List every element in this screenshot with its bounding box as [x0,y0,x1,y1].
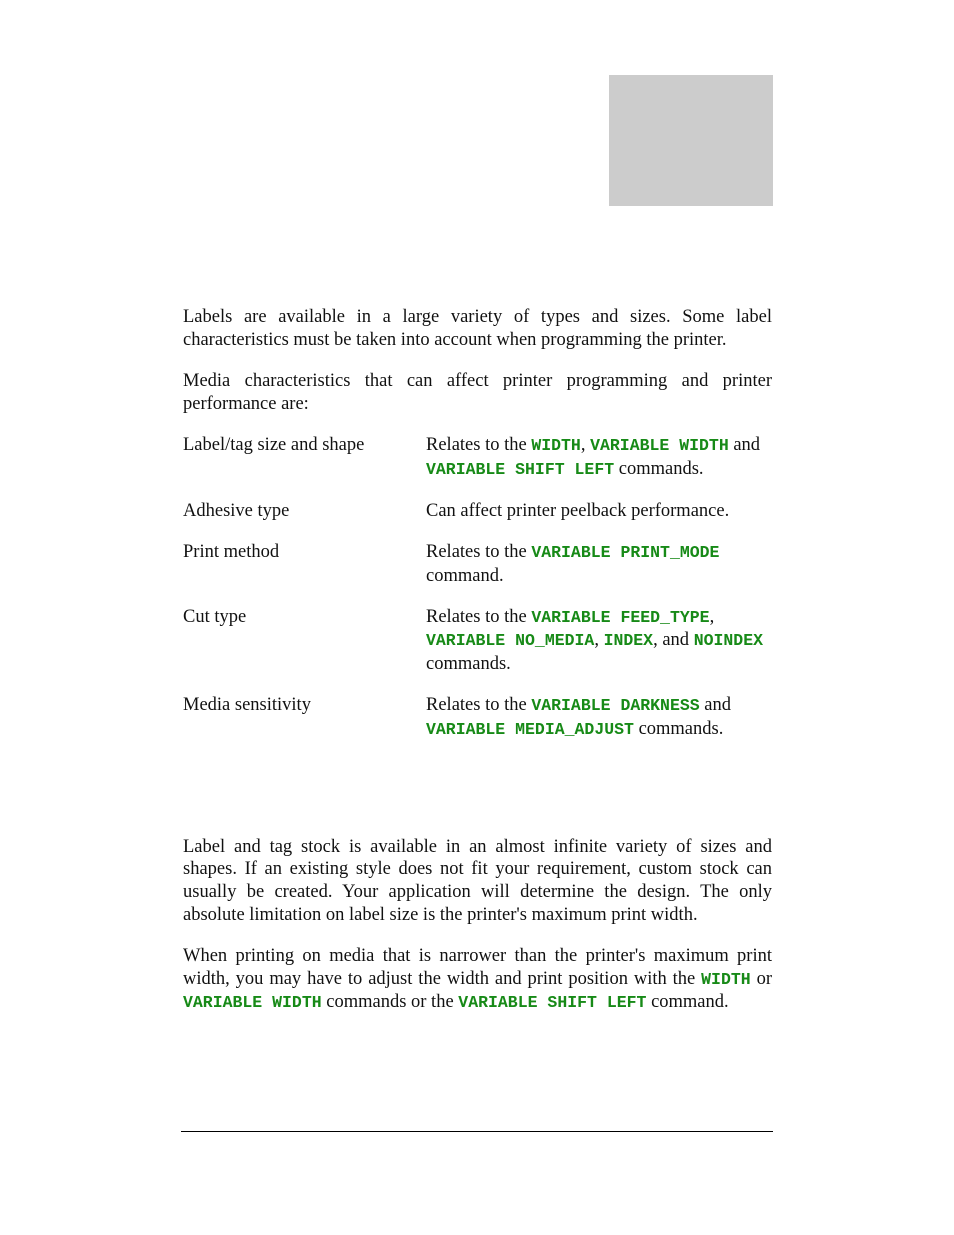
text-run: and [699,695,731,716]
media-characteristics-intro: Media characteristics that can affect printer programming and printer performance are: [183,371,772,414]
characteristic-description [426,541,772,587]
command-keyword: VARIABLE MEDIA_ADJUST [426,719,634,739]
footer-rule [181,1131,773,1132]
command-keyword: NOINDEX [693,631,763,651]
command-keyword: WIDTH [531,436,581,456]
command-keyword: VARIABLE WIDTH [590,436,729,456]
characteristic-row [183,541,772,587]
characteristic-description [426,434,772,481]
characteristic-description [426,694,772,741]
text-run: When printing on media that is narrower than the printer's maximum print width, you may have to adjust the width and print position with the [183,946,772,989]
text-run: commands. [426,654,511,675]
width-adjust-paragraph [183,945,772,1015]
characteristic-description [426,606,772,676]
size-paragraph: Label and tag stock is available in an almost infinite variety of sizes and shapes. If an existing style does not fit your requirement, custom stock can usually be created. Your application will determine the design. The only absolute limitation on label size is the printer's maximum print width. [183,836,772,925]
text-run: commands. [633,718,724,739]
characteristic-term: Cut type [183,606,247,627]
text-run: commands or the [321,992,459,1013]
intro-paragraph: Labels are available in a large variety of types and sizes. Some label characteristics must be taken into account when programming the printer. [183,307,772,350]
text-run: , and [653,630,694,651]
characteristic-row [183,694,772,741]
characteristic-term: Print method [183,542,280,563]
characteristic-term: Label/tag size and shape [183,435,365,456]
command-keyword: INDEX [603,631,654,651]
text-run: command. [426,565,504,586]
command-keyword: VARIABLE FEED_TYPE [531,607,710,627]
page-body [183,306,772,1015]
command-keyword: WIDTH [701,969,751,989]
characteristic-row [183,434,772,481]
command-keyword: VARIABLE DARKNESS [531,696,700,716]
text-run: command. [646,992,729,1013]
text-run: , [594,630,604,651]
text-run: , [709,606,715,627]
command-keyword: VARIABLE WIDTH [183,993,322,1013]
chapter-tab-box [609,75,773,206]
command-keyword: VARIABLE SHIFT LEFT [426,459,615,479]
text-run: Relates to the [426,695,532,716]
text-run: and [728,435,761,456]
characteristic-description [426,500,772,523]
text-run: commands. [614,458,704,479]
text-run: , [580,435,591,456]
command-keyword: VARIABLE SHIFT LEFT [458,993,647,1013]
command-keyword: VARIABLE NO_MEDIA [426,631,595,651]
characteristics-table [183,434,772,741]
characteristic-term: Media sensitivity [183,695,311,716]
text-run: Relates to the [426,435,532,456]
text-run: or [750,968,772,989]
command-keyword: VARIABLE PRINT_MODE [531,543,720,563]
text-run: Relates to the [426,606,532,627]
text-run: Relates to the [426,542,532,563]
characteristic-row [183,500,772,523]
text-run: Can affect printer peelback performance. [426,501,730,522]
characteristic-row [183,606,772,676]
characteristic-term: Adhesive type [183,501,290,522]
